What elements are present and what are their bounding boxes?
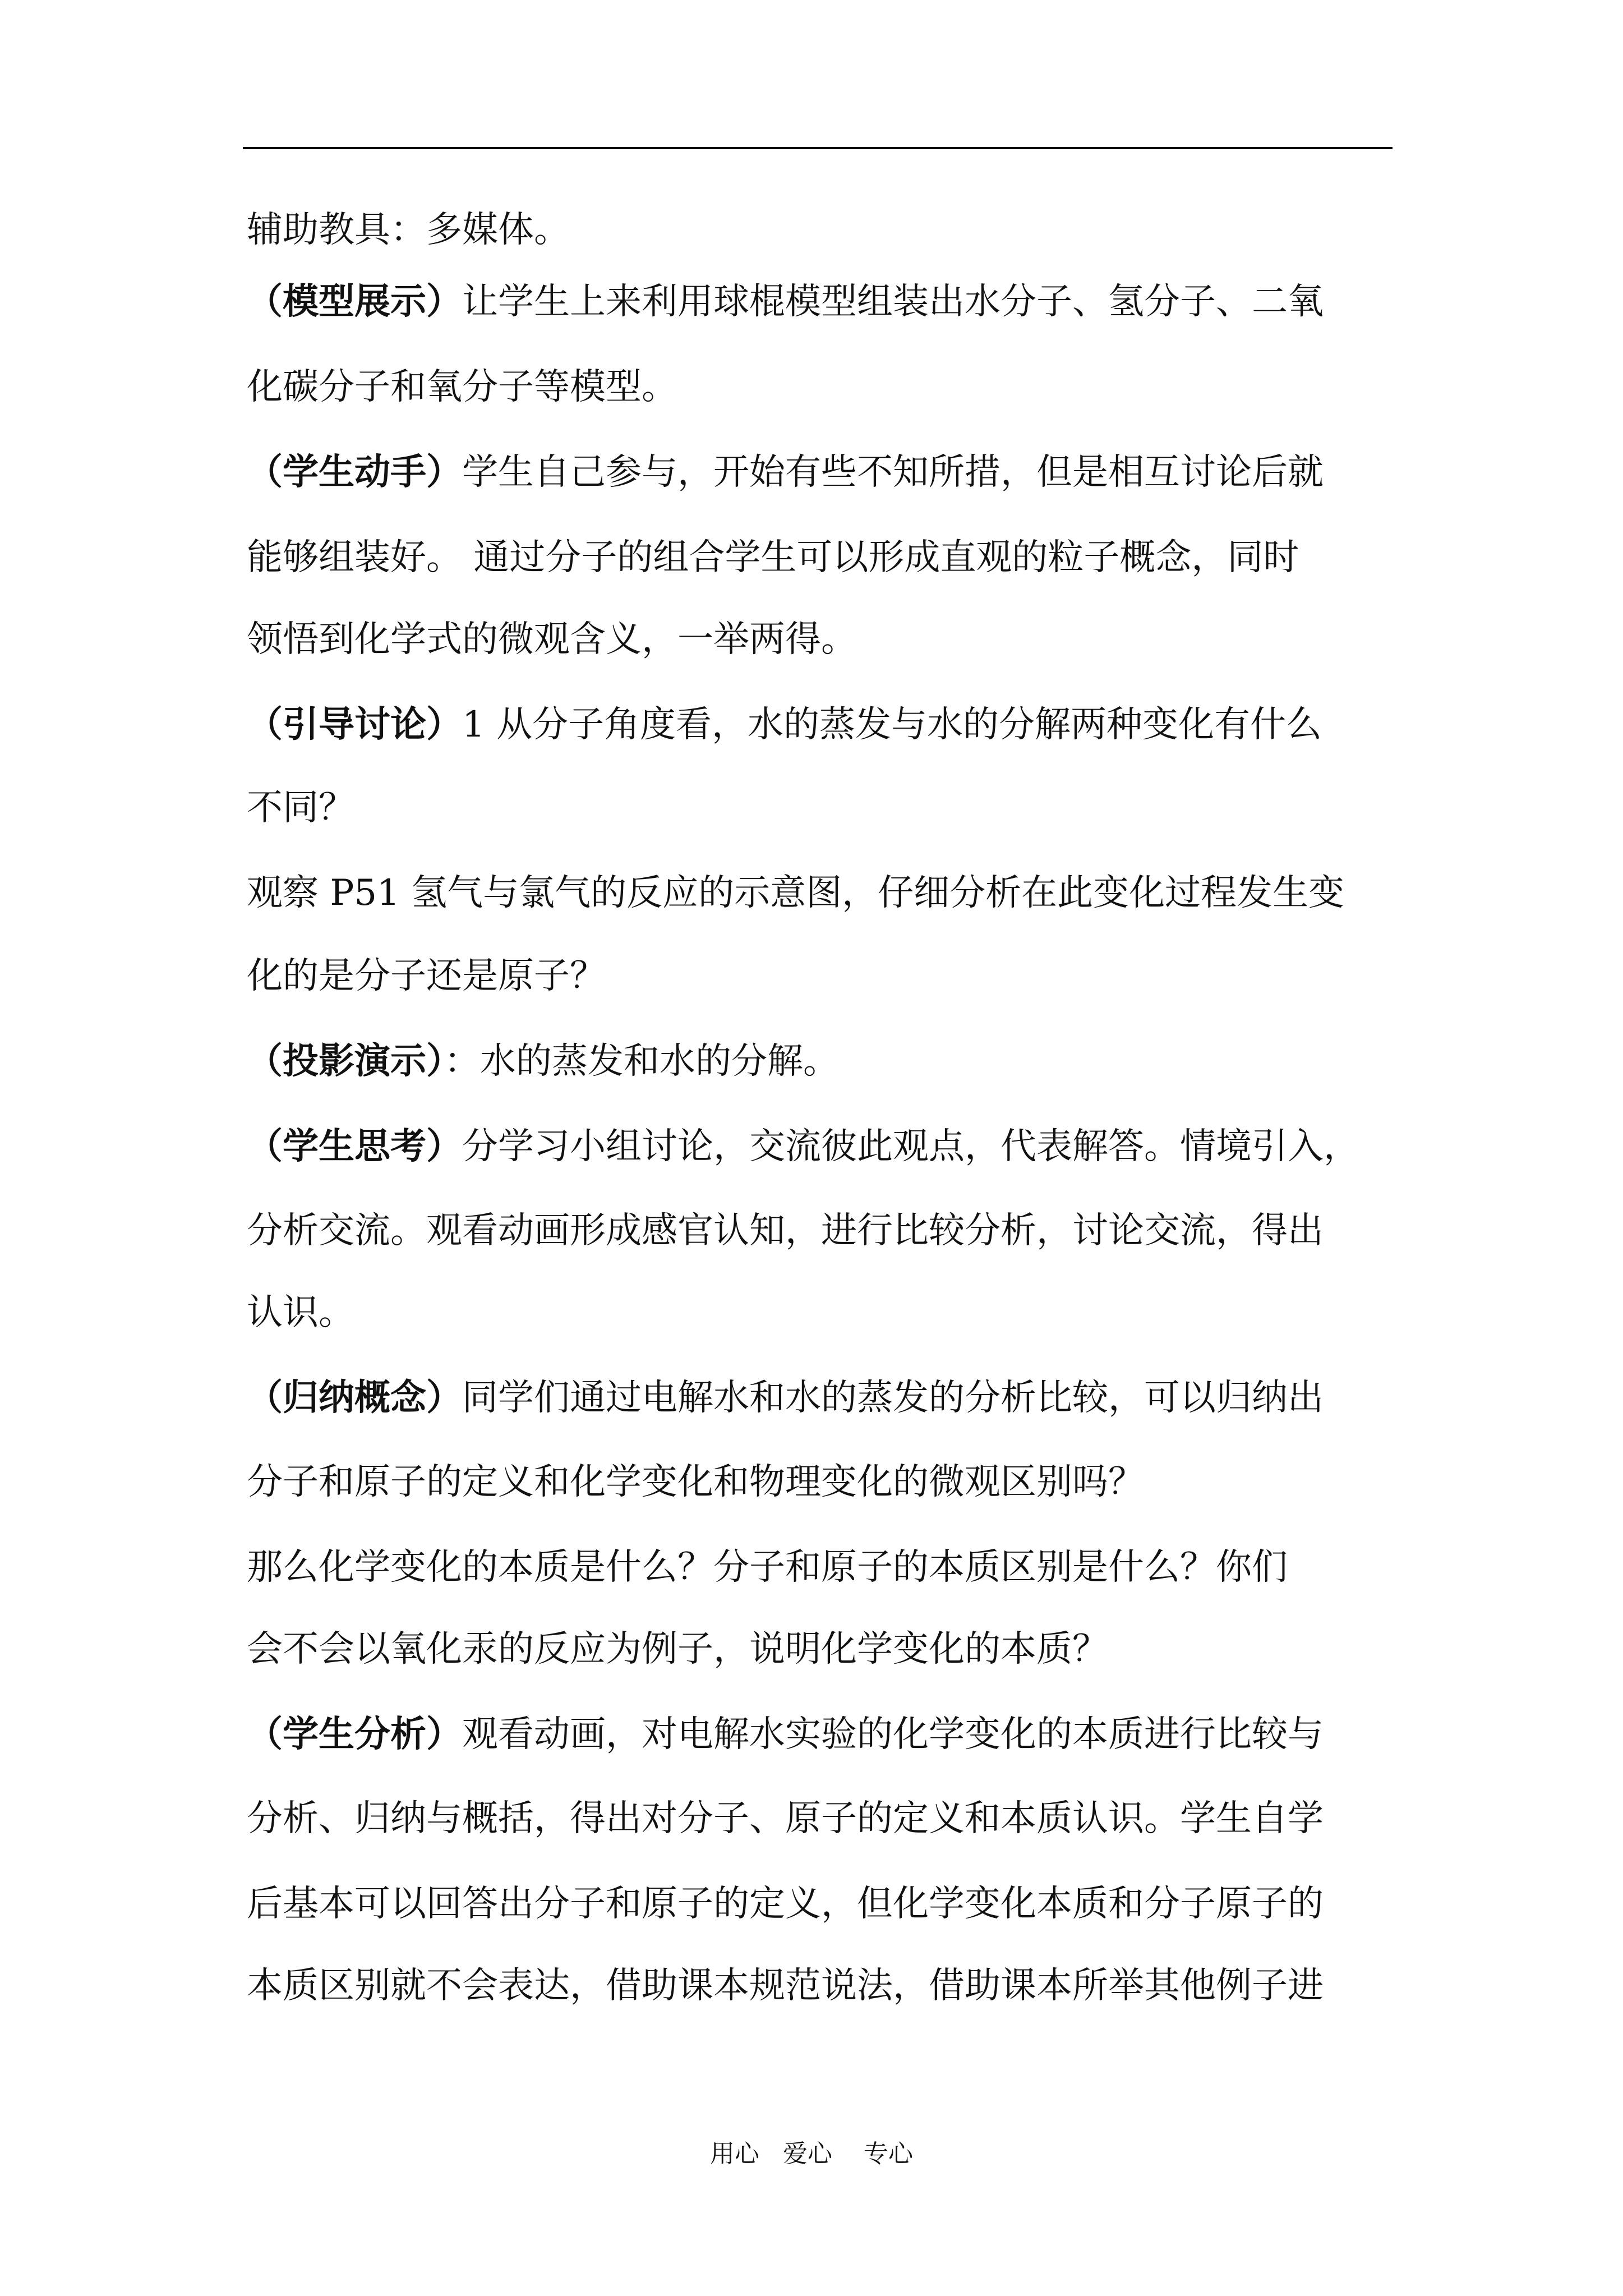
paragraph-line	[247, 1958, 1324, 2014]
line-text: 同学们通过电解水和水的蒸发的分析比较，可以归纳出	[462, 1377, 1324, 1419]
line-text: ：水的蒸发和水的分解。	[444, 1041, 839, 1082]
line-text: 分析交流。观看动画形成感官认知，进行比较分析，讨论交流，得出	[247, 1210, 1324, 1251]
paragraph-line	[247, 948, 606, 1004]
paragraph-line	[247, 1791, 1324, 1847]
line-text: 会不会以氧化汞的反应为例子，说明化学变化的本质？	[247, 1628, 1108, 1670]
paragraph-line	[247, 1876, 1324, 1932]
section-label: （学生思考）	[247, 1125, 462, 1167]
paragraph-line	[247, 1370, 1324, 1426]
line-text: 1 从分子角度看，水的蒸发与水的分解两种变化有什么	[462, 704, 1322, 746]
line-text: 分析、归纳与概括，得出对分子、原子的定义和本质认识。学生自学	[247, 1798, 1324, 1839]
paragraph-line	[247, 697, 1322, 753]
section-label: （学生动手）	[247, 451, 462, 493]
line-text: 化的是分子还是原子？	[247, 955, 606, 997]
paragraph-line	[247, 1539, 1288, 1595]
paragraph-line	[247, 1454, 1144, 1510]
header-rule	[243, 147, 1393, 149]
line-text: 化碳分子和氧分子等模型。	[247, 366, 677, 408]
paragraph-line	[247, 1706, 1324, 1763]
paragraph-line	[247, 444, 1324, 500]
line-text: 观察 P51 氢气与氯气的反应的示意图，仔细分析在此变化过程发生变	[247, 872, 1345, 914]
line-text: 认识。	[247, 1292, 354, 1333]
paragraph-line	[247, 274, 1324, 330]
line-text: 分子和原子的定义和化学变化和物理变化的微观区别吗？	[247, 1461, 1144, 1503]
paragraph-line	[247, 1621, 1108, 1677]
line-text: 观看动画，对电解水实验的化学变化的本质进行比较与	[462, 1714, 1324, 1755]
paragraph-line	[247, 865, 1344, 921]
line-text: 分学习小组讨论，交流彼此观点，代表解答。情境引入，	[462, 1126, 1359, 1167]
line-text: 本质区别就不会表达，借助课本规范说法，借助课本所举其他例子进	[247, 1965, 1324, 2007]
paragraph-line	[247, 1119, 1359, 1175]
paragraph-line	[247, 611, 857, 668]
page-footer: 用心 爱心 专心	[710, 2139, 913, 2168]
line-text: 不同？	[247, 787, 354, 829]
section-label: （投影演示）	[247, 1040, 444, 1082]
paragraph-line	[247, 359, 677, 415]
section-label: （学生分析）	[247, 1713, 462, 1755]
section-label: （模型展示）	[247, 280, 462, 323]
paragraph-line	[247, 202, 570, 258]
line-text: 那么化学变化的本质是什么？分子和原子的本质区别是什么？你们	[247, 1547, 1288, 1588]
line-text: 学生自己参与，开始有些不知所措，但是相互讨论后就	[462, 452, 1324, 493]
paragraph-line	[247, 1285, 354, 1341]
paragraph-line	[247, 1033, 839, 1089]
paragraph-line	[247, 530, 1299, 586]
line-text: 让学生上来利用球棍模型组装出水分子、氢分子、二氧	[462, 281, 1324, 323]
line-text: 领悟到化学式的微观含义，一举两得。	[247, 619, 857, 660]
section-label: （归纳概念）	[247, 1377, 462, 1419]
paragraph-line	[247, 780, 354, 836]
line-text: 后基本可以回答出分子和原子的定义，但化学变化本质和分子原子的	[247, 1883, 1324, 1925]
section-label: （引导讨论）	[247, 703, 462, 746]
paragraph-line	[247, 1203, 1324, 1259]
line-text: 能够组装好。 通过分子的组合学生可以形成直观的粒子概念，同时	[247, 537, 1299, 578]
line-text: 辅助教具：多媒体。	[247, 209, 570, 251]
